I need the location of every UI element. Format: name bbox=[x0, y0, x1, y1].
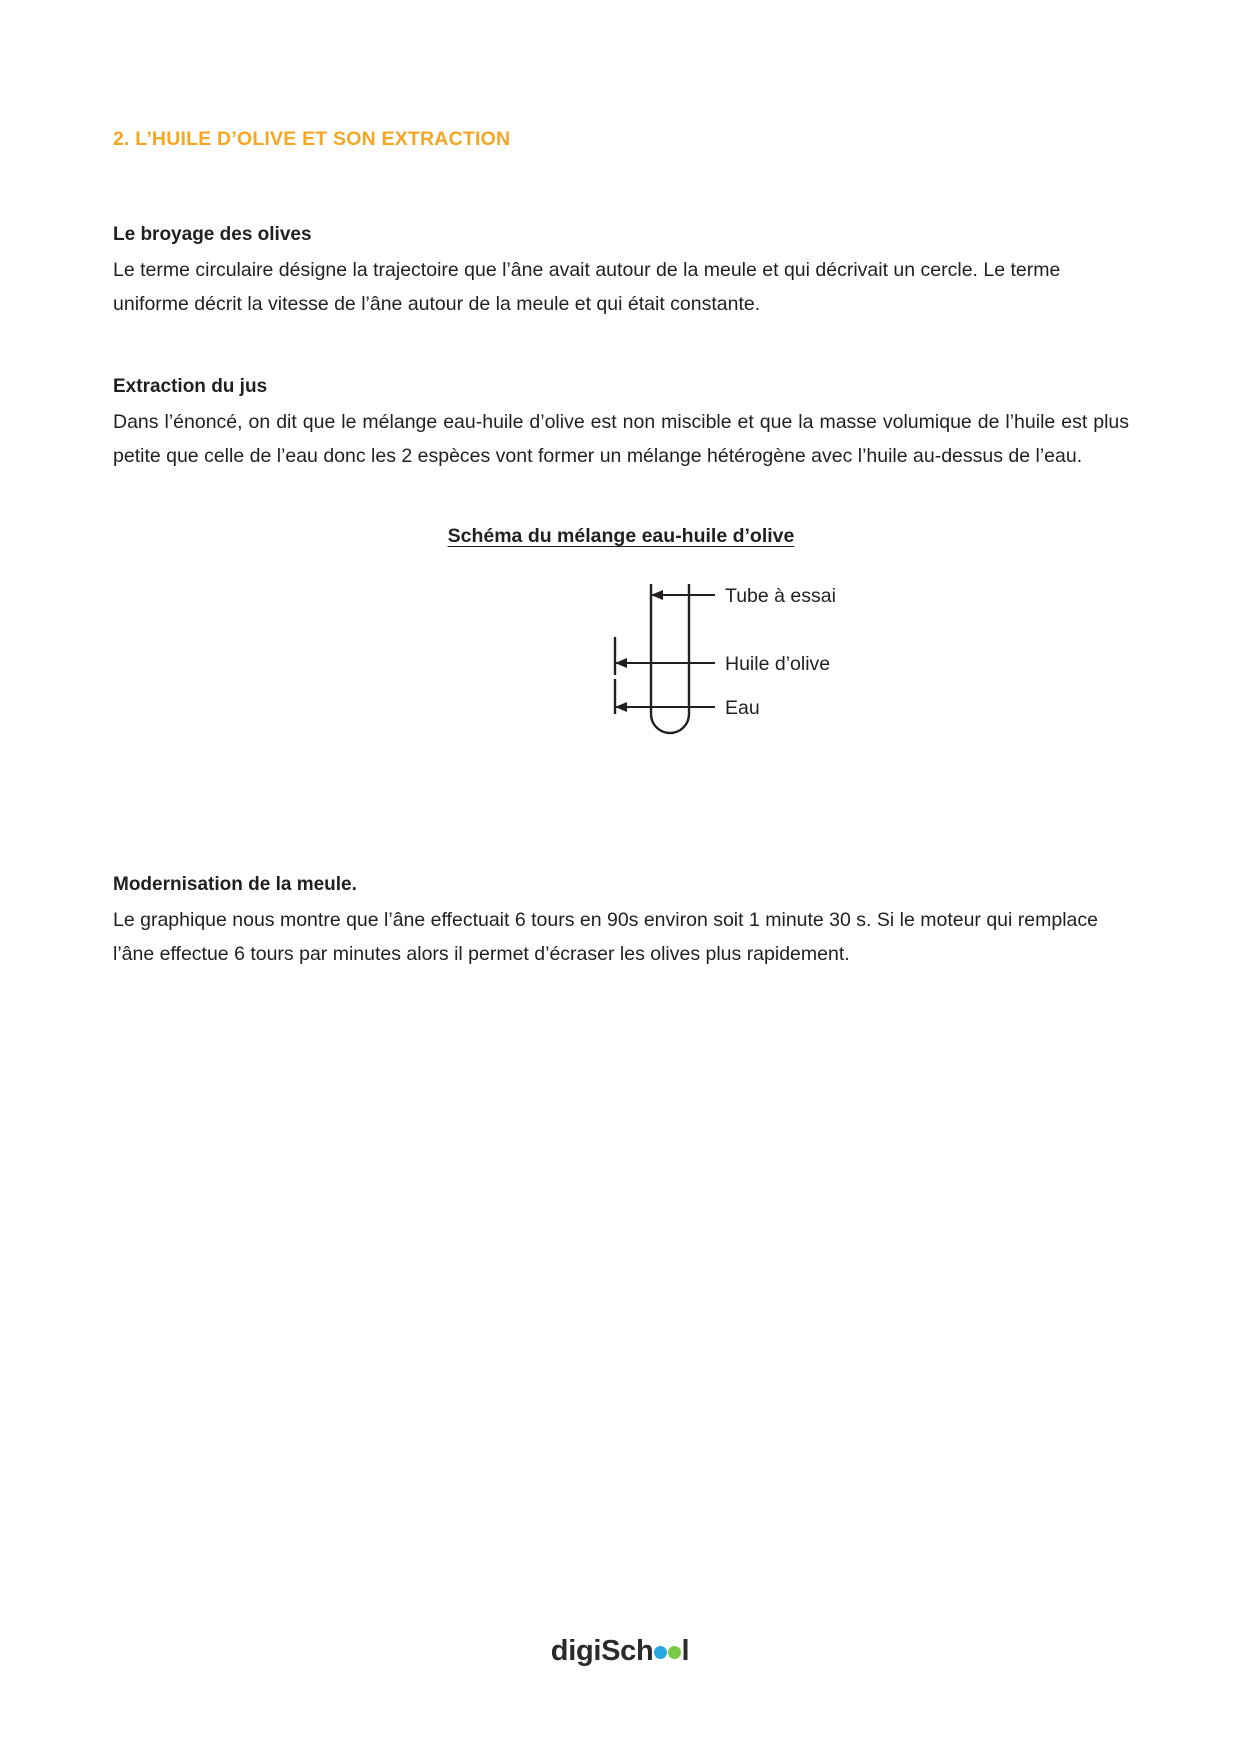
figure-label-tube: Tube à essai bbox=[725, 585, 836, 608]
heading-modernisation: Modernisation de la meule. bbox=[113, 874, 357, 896]
figure-label-eau: Eau bbox=[725, 697, 760, 720]
test-tube-icon bbox=[503, 574, 923, 789]
paragraph-broyage: Le terme circulaire désigne la trajectoire que l’âne avait autour de la meule et qui décrivait un cercle. Le terme uniforme décrit la vitesse de l’âne autour de la meule et qui était constante. bbox=[113, 259, 1061, 315]
figure-title: Schéma du mélange eau-huile d’olive bbox=[447, 525, 795, 548]
heading-broyage: Le broyage des olives bbox=[113, 224, 312, 245]
footer bbox=[0, 1635, 1240, 1668]
paragraph-modernisation: Le graphique nous montre que l’âne effectuait 6 tours en 90s environ soit 1 minute 30 s. Si le moteur qui remplace l’âne effectue 6 tours par minutes alors il permet d’écraser les olives plus rapidement. bbox=[113, 909, 1098, 965]
figure-test-tube-diagram bbox=[113, 574, 1129, 789]
section-modernisation bbox=[113, 875, 1129, 971]
section-extraction bbox=[113, 377, 1129, 473]
logo-text-first: digiSch bbox=[550, 1635, 654, 1667]
page-title: 2. L’HUILE D’OLIVE ET SON EXTRACTION bbox=[113, 128, 511, 150]
heading-extraction: Extraction du jus bbox=[113, 376, 268, 398]
logo-text-last: l bbox=[681, 1635, 690, 1667]
logo-dot-green-icon bbox=[668, 1646, 681, 1659]
section-broyage bbox=[113, 225, 1129, 321]
logo-dot-blue-icon bbox=[654, 1646, 667, 1659]
document-content bbox=[113, 128, 1129, 971]
paragraph-extraction: Dans l’énoncé, on dit que le mélange eau-huile d’olive est non miscible et que la masse volumique de l’huile est plus petite que celle de l’eau donc les 2 espèces vont former un mélange hétérogène avec l’huile au-dessus de l’eau. bbox=[113, 411, 1129, 467]
digischool-logo bbox=[551, 1635, 689, 1668]
figure-label-huile: Huile d’olive bbox=[725, 653, 831, 676]
